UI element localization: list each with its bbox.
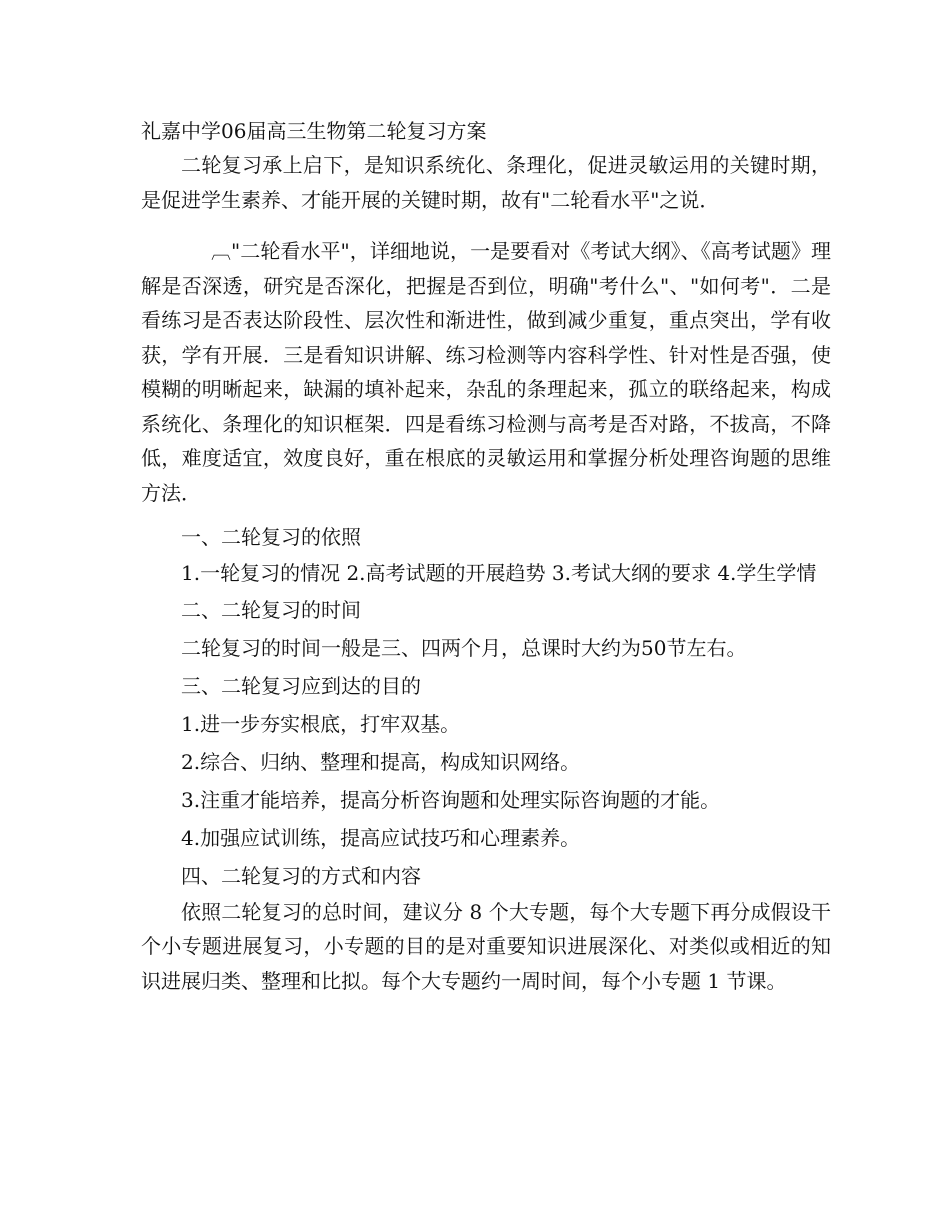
section-1-heading: 一、二轮复习的依照 — [181, 525, 361, 549]
section-1-body: 1.一轮复习的情况 2.高考试题的开展趋势 3.考试大纲的要求 4.学生学情 — [181, 561, 817, 585]
section-2-body: 二轮复习的时间一般是三、四两个月，总课时大约为50节左右。 — [181, 635, 747, 660]
section-4-heading: 四、二轮复习的方式和内容 — [181, 863, 421, 888]
intro-paragraph: 二轮复习承上启下，是知识系统化、条理化，促进灵敏运用的关键时期，是促进学生素养、才能开展的关键时期，故有"二轮看水平"之说． — [141, 153, 831, 212]
list-item: 4.加强应试训练，提高应试技巧和心理素养。 — [181, 825, 581, 850]
document-page — [141, 114, 831, 998]
section-2-heading: 二、二轮复习的时间 — [181, 597, 361, 622]
document-title: 礼嘉中学06届高三生物第二轮复习方案 — [141, 119, 487, 143]
detail-paragraph: ︹"二轮看水平"，详细地说，一是要看对《考试大纲》、《高考试题》理解是否深透，研究是否深化，把握是否到位，明确"考什么"、"如何考"．二是看练习是否表达阶段性、层次性和渐进性，做到减少重复，重点突出，学有收获，学有开展．三是看知识讲解、练习检测等内容科学性、针对性是否强，使模糊的明晰起来，缺漏的填补起来，杂乱的条理起来，孤立的联络起来，构成系统化、条理化的知识框架．四是看练习检测与高考是否对路，不拔高，不降低，难度适宜，效度良好，重在根底的灵敏运用和掌握分析处理咨询题的思维方法． — [141, 239, 831, 505]
section-4-body: 依照二轮复习的总时间，建议分 8 个大专题，每个大专题下再分成假设干个小专题进展复习，小专题的目的是对重要知识进展深化、对类似或相近的知识进展归类、整理和比拟。每个大专题约一周时间，每个小专题 1 节课。 — [141, 899, 831, 993]
list-item: 2.综合、归纳、整理和提高，构成知识网络。 — [181, 749, 581, 774]
list-item: 3.注重才能培养，提高分析咨询题和处理实际咨询题的才能。 — [181, 787, 721, 812]
section-3-heading: 三、二轮复习应到达的目的 — [181, 673, 421, 698]
list-item: 1.进一步夯实根底，打牢双基。 — [181, 711, 461, 736]
